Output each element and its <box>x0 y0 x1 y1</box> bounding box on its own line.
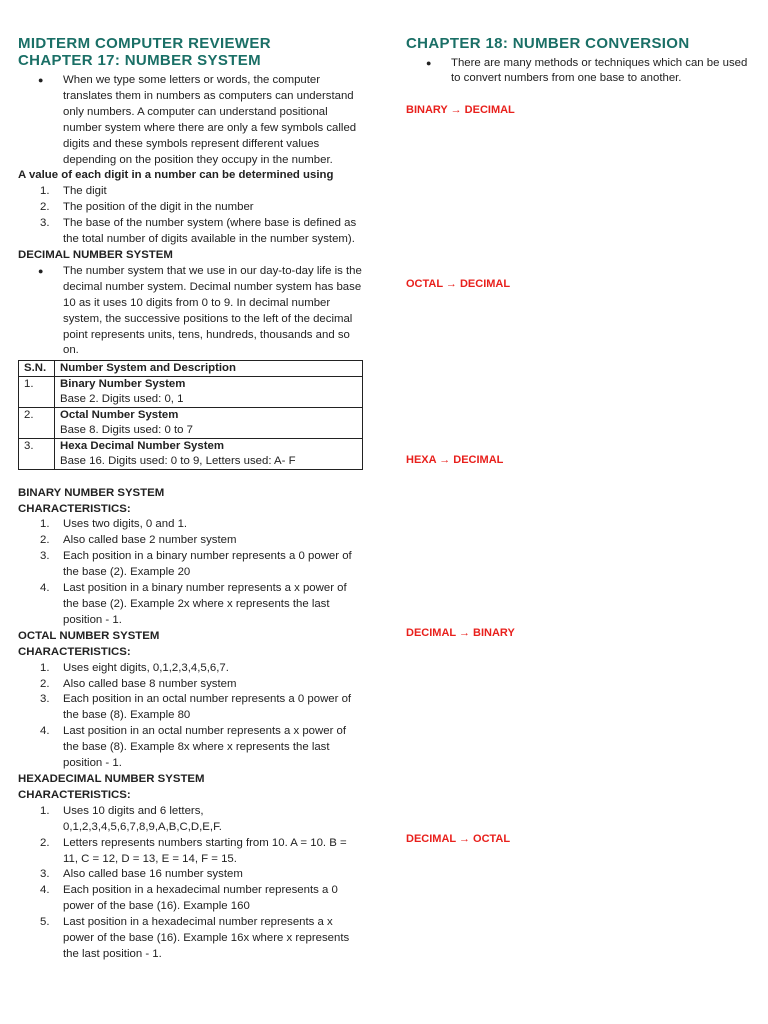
list-item: 1. Uses 10 digits and 6 letters, 0,1,2,3,4,5,6,7,8,9,A,B,C,D,E,F. <box>40 804 222 833</box>
table-cell-sn: 2. <box>19 408 55 439</box>
binary-list <box>18 517 364 628</box>
chapter-17-title: CHAPTER 17: NUMBER SYSTEM <box>18 51 261 69</box>
list-item: 1. Uses eight digits, 0,1,2,3,4,5,6,7. <box>40 661 229 674</box>
list-item: 5. Last position in a hexadecimal number represents a x power of the base (16). Example 16x where x represents the last position - 1. <box>40 916 350 960</box>
value-heading: A value of each digit in a number can be determined using <box>18 169 334 182</box>
table-row <box>19 438 363 469</box>
decimal-text: The number system that we use in our day-to-day life is the decimal number system. Decimal number system has base 10 as it uses 10 digits from 0 to 9. In decimal number system, the successive positions to the left of the decimal point represents units, tens, hundreds, thousands and so on. <box>63 264 362 357</box>
list-item: 2. The position of the digit in the number <box>40 201 254 214</box>
table-header: Number System and Description <box>55 361 363 377</box>
table-cell-desc: Hexa Decimal Number System Base 16. Digits used: 0 to 9, Letters used: A- F <box>55 438 363 469</box>
hex-characteristics: CHARACTERISTICS: <box>18 788 131 801</box>
conversion-intro-text: There are many methods or techniques which can be used to convert numbers from one base to another. <box>451 56 748 85</box>
list-item: 2. Letters represents numbers starting from 10. A = 10. B = 11, C = 12, D = 13, E = 14, F = 15. <box>40 836 347 865</box>
octal-to-decimal-heading: OCTAL → DECIMAL <box>406 278 511 290</box>
table-row <box>19 408 363 439</box>
hexa-to-decimal-heading: HEXA → DECIMAL <box>406 454 504 466</box>
list-item: 3. The base of the number system (where base is defined as the total number of digits available in the number system). <box>40 217 357 246</box>
table-header-row <box>19 361 363 377</box>
hex-list <box>18 804 364 963</box>
document-title: MIDTERM COMPUTER REVIEWER <box>18 35 271 52</box>
table-row <box>19 377 363 408</box>
decimal-to-octal-heading: DECIMAL → OCTAL <box>406 833 511 845</box>
hex-heading: HEXADECIMAL NUMBER SYSTEM <box>18 772 205 785</box>
list-item: 2. Also called base 2 number system <box>40 534 237 547</box>
conversion-intro-bullet <box>406 56 756 88</box>
list-item: 1. Uses two digits, 0 and 1. <box>40 518 188 531</box>
number-system-table <box>18 360 363 469</box>
intro-bullet <box>18 73 364 168</box>
list-item: 3. Each position in an octal number represents a 0 power of the base (8). Example 80 <box>40 693 352 722</box>
list-item: 3. Each position in a binary number represents a 0 power of the base (2). Example 20 <box>40 550 352 579</box>
binary-characteristics: CHARACTERISTICS: <box>18 502 131 515</box>
list-item: 1. The digit <box>40 185 107 198</box>
table-cell-desc: Octal Number System Base 8. Digits used: 0 to 7 <box>55 408 363 439</box>
bullet-icon: ● <box>38 265 44 276</box>
value-list <box>18 184 364 248</box>
intro-text: When we type some letters or words, the computer translates them in numbers as computers can understand only numbers. A computer can understand positional number system where there are only a few symbols called digits and these symbols represent different values depending on the position they occupy in the number. <box>63 74 357 166</box>
binary-heading: BINARY NUMBER SYSTEM <box>18 486 165 499</box>
right-column <box>406 35 756 845</box>
table-cell-sn: 3. <box>19 438 55 469</box>
table-cell-desc: Binary Number System Base 2. Digits used: 0, 1 <box>55 377 363 408</box>
octal-list <box>18 661 364 772</box>
bullet-icon: ● <box>426 57 432 68</box>
bullet-icon: ● <box>38 75 44 85</box>
table-cell-sn: 1. <box>19 377 55 408</box>
left-column <box>18 36 364 963</box>
decimal-bullet <box>18 264 364 359</box>
octal-characteristics: CHARACTERISTICS: <box>18 645 131 658</box>
table-header: S.N. <box>19 361 55 377</box>
list-item: 4. Last position in an octal number represents a x power of the base (8). Example 8x where x represents the last position - 1. <box>40 725 347 770</box>
list-item: 2. Also called base 8 number system <box>40 677 237 690</box>
decimal-to-binary-heading: DECIMAL → BINARY <box>406 627 515 639</box>
list-item: 3. Also called base 16 number system <box>40 868 243 881</box>
binary-to-decimal-heading: BINARY → DECIMAL <box>406 104 515 116</box>
list-item: 4. Last position in a binary number represents a x power of the base (2). Example 2x where x represents the last position - 1. <box>40 582 347 626</box>
list-item: 4. Each position in a hexadecimal number represents a 0 power of the base (16). Example 160 <box>40 884 338 913</box>
decimal-heading: DECIMAL NUMBER SYSTEM <box>18 248 173 261</box>
chapter-18-title: CHAPTER 18: NUMBER CONVERSION <box>406 35 690 52</box>
octal-heading: OCTAL NUMBER SYSTEM <box>18 629 160 642</box>
